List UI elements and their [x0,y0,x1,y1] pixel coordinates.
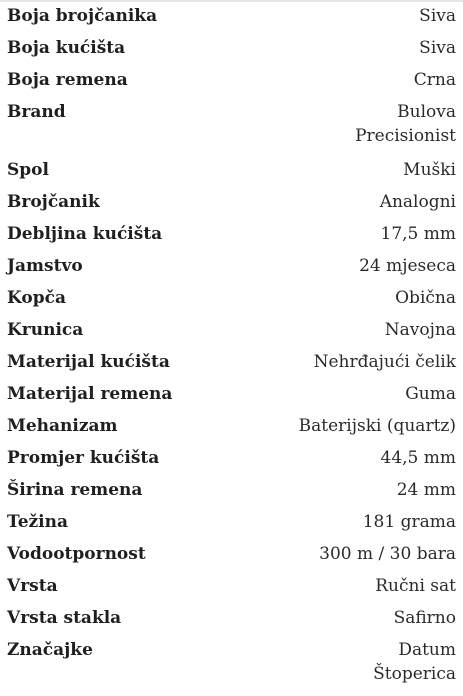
spec-label: Širina remena [0,478,142,502]
spec-value: Safirno [394,606,463,630]
spec-value [355,100,463,148]
spec-row-mehanizam [0,414,463,446]
spec-value: Ručni sat [375,574,463,598]
spec-label: Jamstvo [0,254,83,278]
spec-row-tezina [0,510,463,542]
spec-value: Siva [419,36,463,60]
spec-label: Spol [0,158,49,182]
spec-row-materijal-kucista [0,350,463,382]
spec-row-krunica [0,318,463,350]
spec-label: Boja kućišta [0,36,125,60]
spec-row-spol [0,158,463,190]
spec-value-line: Datum [373,638,456,662]
spec-row-kopca [0,286,463,318]
spec-label: Boja brojčanika [0,4,157,28]
spec-row-sirina-remena [0,478,463,510]
spec-label: Materijal kućišta [0,350,170,374]
spec-value-line: Štoperica [373,662,456,686]
spec-value: Nehrđajući čelik [314,350,463,374]
spec-label: Promjer kućišta [0,446,159,470]
spec-value: 44,5 mm [381,446,463,470]
spec-label: Značajke [0,638,93,662]
spec-row-vodootpornost [0,542,463,574]
spec-label: Vrsta [0,574,58,598]
spec-label: Težina [0,510,68,534]
spec-label: Vrsta stakla [0,606,121,630]
spec-label: Brojčanik [0,190,100,214]
spec-label: Vodootpornost [0,542,146,566]
spec-value: 24 mjeseca [359,254,463,278]
spec-value: 24 mm [397,478,463,502]
spec-row-znacajke [0,638,463,696]
spec-value: Crna [414,68,463,92]
spec-value: Obična [395,286,463,310]
spec-row-debljina-kucista [0,222,463,254]
spec-row-jamstvo [0,254,463,286]
specifications-table [0,4,463,696]
spec-label: Mehanizam [0,414,117,438]
spec-row-promjer-kucista [0,446,463,478]
spec-value: Muški [403,158,463,182]
spec-row-boja-remena [0,68,463,100]
spec-value: Navojna [385,318,463,342]
spec-label: Kopča [0,286,66,310]
spec-label: Krunica [0,318,83,342]
spec-row-boja-brojcanika [0,4,463,36]
spec-row-brojcanik [0,190,463,222]
spec-value-line: Precisionist [355,124,456,148]
spec-label: Materijal remena [0,382,172,406]
spec-row-boja-kucista [0,36,463,68]
spec-label: Debljina kućišta [0,222,162,246]
spec-value [373,638,463,686]
spec-value: Baterijski (quartz) [299,414,463,438]
spec-row-brand [0,100,463,158]
spec-value: Siva [419,4,463,28]
spec-value: Analogni [380,190,463,214]
spec-value: 300 m / 30 bara [319,542,463,566]
spec-row-vrsta-stakla [0,606,463,638]
spec-value: 17,5 mm [381,222,463,246]
spec-row-materijal-remena [0,382,463,414]
spec-value: Guma [405,382,463,406]
spec-value: 181 grama [363,510,463,534]
spec-label: Boja remena [0,68,128,92]
spec-row-vrsta [0,574,463,606]
spec-value-line: Bulova [355,100,456,124]
top-divider [0,0,463,2]
spec-label: Brand [0,100,66,124]
